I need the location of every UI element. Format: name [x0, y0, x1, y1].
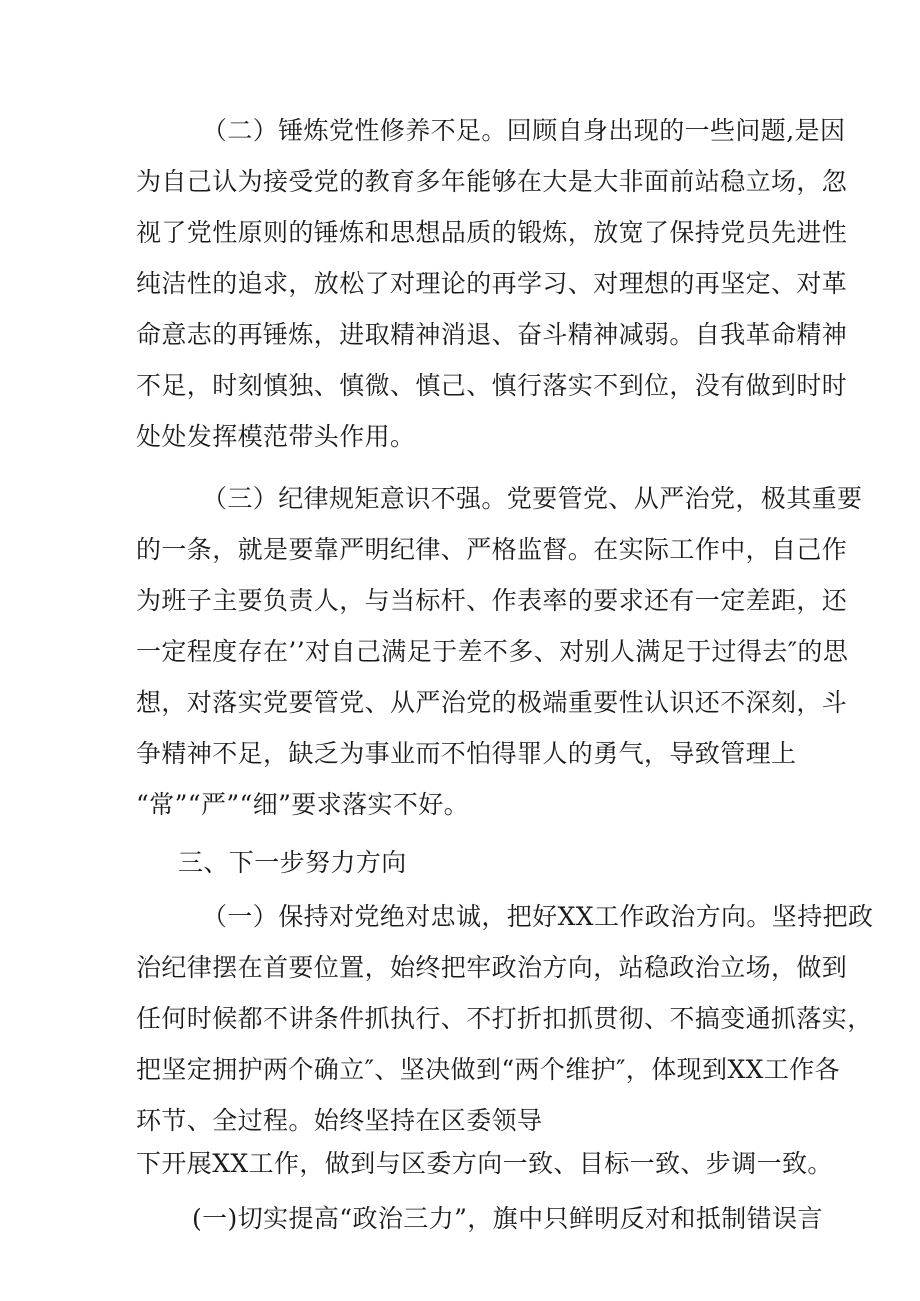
paragraph-4-line-6: 下开展XX工作，做到与区委方向一致、目标一致、步调一致。 [136, 1149, 833, 1178]
paragraph-3-line-6: 争精神不足，缺乏为事业而不怕得罪人的勇气，导致管理上 [136, 739, 797, 768]
paragraph-4-line-5: 环节、全过程。始终坚持在区委领导 [136, 1106, 543, 1135]
paragraph-5-line-1: (一)切实提高“政治三力”，旗中只鲜明反对和抵制错误言 [192, 1204, 823, 1233]
paragraph-3-line-2: 的一条，就是要靠严明纪律、严格监督。在实际工作中，自己作 [136, 535, 848, 564]
paragraph-4-line-2: 治纪律摆在首要位置，始终把牢政治方向，站稳政治立场，做到 [136, 953, 848, 982]
paragraph-2-line-2: 为自己认为接受党的教育多年能够在大是大非面前站稳立场，忽 [136, 167, 848, 196]
paragraph-3-line-3: 为班子主要负责人，与当标杆、作表率的要求还有一定差距，还 [136, 586, 848, 615]
paragraph-3-line-4: 一定程度存在’’对自己满足于差不多、对别人满足于过得去″的思 [136, 637, 849, 666]
paragraph-4-line-1: （一）保持对党绝对忠诚，把好XX工作政治方向。坚持把政 [202, 902, 874, 931]
section-heading: 三、下一步努力方向 [178, 848, 407, 877]
paragraph-2-line-6: 不足，时刻慎独、慎微、慎己、慎行落实不到位，没有做到时时 [136, 371, 848, 400]
paragraph-2-line-5: 命意志的再锤炼，进取精神消退、奋斗精神减弱。自我革命精神 [136, 320, 848, 349]
paragraph-3-line-7: “常”“严”“细”要求落实不好。 [136, 790, 470, 819]
paragraph-2-line-7: 处处发挥模范带头作用。 [136, 422, 416, 451]
paragraph-4-line-4: 把坚定拥护两个确立″、坚决做到“两个维护″，体现到XX工作各 [136, 1055, 841, 1084]
paragraph-2-line-4: 纯洁性的追求，放松了对理论的再学习、对理想的再坚定、对革 [136, 269, 848, 298]
paragraph-4-line-3: 任何时候都不讲条件抓执行、不打折扣抓贯彻、不搞变通抓落实， [136, 1004, 873, 1033]
paragraph-2-line-3: 视了党性原则的锤炼和思想品质的锻炼，放宽了保持党员先进性 [136, 218, 848, 247]
paragraph-3-line-5: 想，对落实党要管党、从严治党的极端重要性认识还不深刻，斗 [136, 688, 848, 717]
paragraph-2-line-1: （二）锤炼党性修养不足。回顾自身出现的一些问题,是因 [202, 116, 846, 145]
paragraph-3-line-1: （三）纪律规矩意识不强。党要管党、从严治党，极其重要 [202, 484, 863, 513]
